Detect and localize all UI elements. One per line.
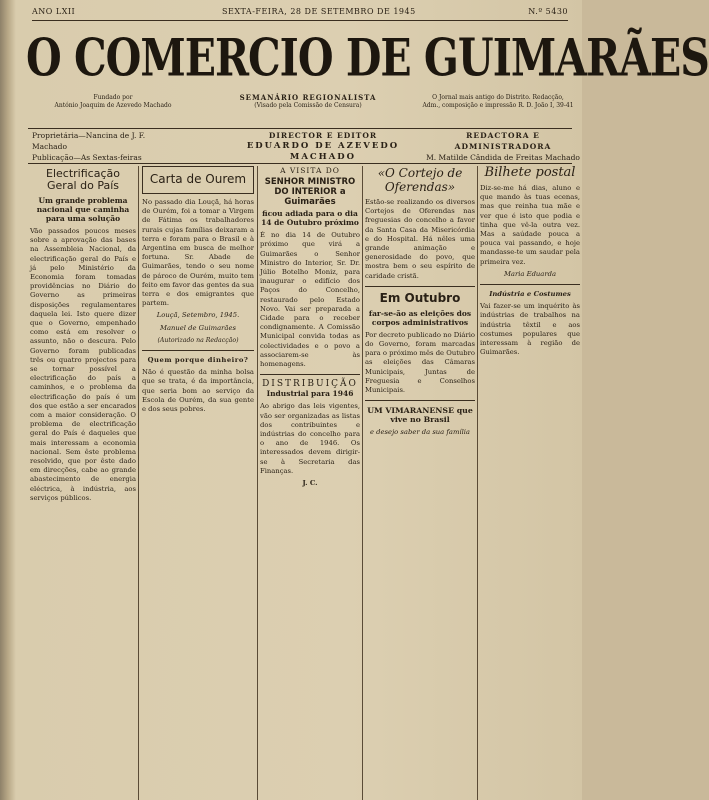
article-subtitle-outubro: far-se-ão as eleições dos corpos administrativos: [368, 308, 472, 327]
masthead-title: O COMERCIO DE GUIMARÃES: [26, 27, 709, 88]
founded-line1: Fundado por: [93, 94, 133, 101]
separator: [365, 286, 475, 287]
article-title-visita: SENHOR MINISTRO DO INTERIOR a Guimarães: [264, 177, 356, 208]
article-body-carta: No passado dia Louçã, há horas de Ourém, foi a tomar a Virgem de Fátima os trabalhadores rurais cujas famílias deixaram a terra e foram para o Brasil e à Argentina em busca de melhor fortuna. Sr. Abade de Guimarães, tendo o seu nome de pároco de Ourém, muito tem feito em favor das gentes da sua terra e dos emigrantes que partem.: [142, 198, 254, 308]
header-rule-bottom: [28, 163, 572, 164]
column-1: [30, 166, 136, 800]
article-title-bilhete: Bilhete postal: [484, 165, 576, 180]
header-rule-top: [28, 128, 572, 129]
carta-author: Manuel de Guimarães: [160, 323, 236, 332]
article-title-emigrante: UM VIMARANENSE que vive no Brasil: [367, 406, 473, 425]
article-subtitle-electrificacao: Um grande problema nacional que caminha para uma solução: [36, 196, 130, 223]
page-inner: [20, 0, 709, 800]
visita-lead: A VISITA DO: [280, 166, 340, 175]
redaction-label: REDACTORA E ADMINISTRADORA: [454, 131, 552, 151]
director-label: DIRECTOR E EDITOR: [268, 131, 378, 140]
subtitle: SEMANÁRIO REGIONALISTA: [239, 93, 377, 102]
header-dateline: [32, 6, 568, 21]
distribuicao-author: J. C.: [302, 479, 318, 488]
owner: Proprietária—Nancina de J. F. Machado: [32, 131, 146, 151]
article-title-cortejo: «O Cortejo de Oferendas»: [377, 166, 463, 194]
article-body-outubro: Por decreto publicado no Diário do Governo, foram marcadas para o próximo mês de Outubro as eleições das Câmaras Municipais, Juntas de Freguesia e Conselhos Municipais.: [365, 330, 475, 395]
article-title-electrificacao: Electrificação Geral do País: [46, 167, 120, 192]
publication: Publicação—As Sextas-feiras: [32, 153, 142, 162]
column-divider: [477, 166, 478, 800]
article-title-distribuicao: DISTRIBUIÇÃO: [262, 379, 358, 390]
founded-info: [48, 94, 178, 110]
separator: [480, 284, 580, 285]
column-divider: [138, 166, 139, 800]
masthead-subline: [28, 94, 572, 128]
subtitle-note: (Visado pela Comissão de Censura): [254, 102, 362, 109]
article-subtitle-emigrante: e desejo saber da sua família: [370, 428, 470, 437]
staff-band: [28, 130, 580, 162]
article-subtitle-distribuicao: Industrial para 1946: [266, 389, 354, 399]
director-name: EDUARDO DE AZEVEDO MACHADO: [246, 141, 400, 162]
column-4: [365, 166, 475, 800]
carta-note: (Autorizado na Redacção): [157, 336, 239, 344]
article-body-bilhete: Diz-se-me há dias, aluno e que mando às tuas ecenas, mas que reinha tua mãe e ver que é isto que podia e tinha que vê-la outra vez. Mas a saúdade pouca a pouca vai passando, e hoje mandasse-te um saudar pela primeira vez.: [480, 184, 580, 266]
column-5: [480, 166, 580, 800]
oldest-line2: Adm., composição e impressão R. D. João I, 39-41: [422, 102, 574, 109]
founded-line2: António Joaquim de Azevedo Machado: [54, 102, 172, 109]
oldest-info: [418, 94, 578, 110]
article-body-quem: Não é questão da minha bolsa que se trata, é da importância, que seria bom ao serviço da Escola de Ourém, da sua gente e dos seus pobres.: [142, 368, 254, 414]
oldest-line1: O Jornal mais antigo do Distrito. Redacção,: [432, 94, 564, 101]
redaction-block: [423, 130, 583, 163]
column-divider: [257, 166, 258, 800]
redaction-name: M. Matilde Cândida de Freitas Machado: [426, 153, 580, 162]
article-body-industria: Vai fazer-se um inquérito às indústrias de trabalhos na indústria têxtil e aos costumes populares que interessam à região de Guimarães.: [480, 302, 580, 357]
article-title-outubro: Em Outubro: [379, 290, 461, 305]
article-body-distribuicao: Ao abrigo das leis vigentes, vão ser organizadas as listas dos contribuintes e indústrias do concelho para o ano de 1946. Os interessados devem dirigir-se à Secretaria das Finanças.: [260, 402, 360, 475]
separator: [260, 374, 360, 375]
bilhete-author: Maria Eduarda: [503, 269, 557, 278]
article-body-cortejo: Estão-se realizando os diversos Cortejos de Oferendas nas freguesias do concelho a favor da Santa Casa da Misericórdia e do Hospital. Há nêles uma grande animação e generosidade do povo, que mostra bem o seu espírito de caridade cristã.: [365, 198, 475, 280]
separator: [142, 350, 254, 351]
issue-year: ANO LXII: [32, 7, 76, 16]
subtitle-block: [218, 94, 398, 110]
column-3: [260, 166, 360, 800]
separator: [365, 400, 475, 401]
carta-place-date: Louçã, Setembro, 1945.: [156, 311, 240, 320]
director-block: [228, 130, 418, 163]
article-body-visita: É no dia 14 de Outubro próximo que virá a Guimarães o Senhor Ministro do Interior, Sr. Dr. Júlio Botelho Moniz, para inaugurar o edifício dos Paços do Concelho, restaurado pelo Estado Novo. Vai ser preparada a Cidade para o receber condignamente. A Comissão Municipal convida todas as colectividades e o povo a associarem-se às homenagens.: [260, 231, 360, 369]
article-body-electrificacao: Vão passados poucos meses sobre a aprovação das bases na Assembleia Nacional, da electrificação geral do País e já pelo Ministério da Economia foram tomadas providências no Diário do Governo as primeiras disposições regulamentares daquela lei. Isto quere dizer que o Governo, empenhado como está em resolver o assunto, não o descura. Pelo Governo foram publicadas três ou quatro projectos para se tornar possível a electrificação do país a caminhos, e o problema da electrificação do país é um dos que estão a ser encarados com a maior consideração. O problema de electrificação geral do País é daqueles que mais interessam a economia nacional. Sem êste problema resolvido, que por êste dado em direcções, cabe ao grande abastecimento de energia eléctrica, à indústria, aos serviços públicos.: [30, 227, 136, 502]
issue-date: SEXTA-FEIRA, 28 DE SETEMBRO DE 1945: [222, 7, 416, 16]
owner-block: [32, 130, 172, 163]
article-title-carta: Carta de Ourem: [149, 172, 247, 186]
article-title-quem: Quem porque dinheiro?: [147, 356, 249, 365]
article-title-industria: Indústria e Costumes: [489, 290, 571, 299]
carta-box: [142, 166, 254, 194]
column-divider: [362, 166, 363, 800]
article-subtitle-visita: ficou adiada para o dia 14 de Outubro próximo: [261, 209, 359, 228]
issue-number: N.º 5430: [528, 7, 568, 16]
column-2: [142, 166, 254, 800]
